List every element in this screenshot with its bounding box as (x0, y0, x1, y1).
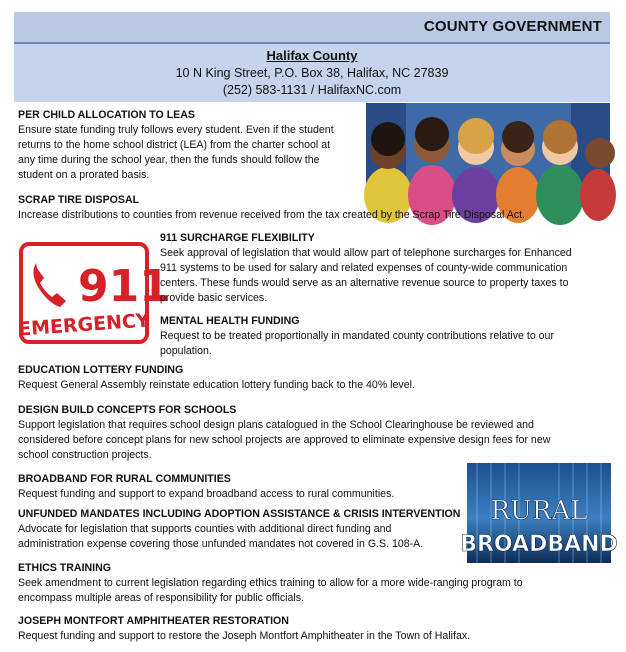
section-ethics-training (18, 561, 610, 606)
section-broadband (18, 472, 463, 502)
section-line: provide basic services. (160, 292, 268, 304)
section-line: Support legislation that requires school design plans catalogued in the School Clearinghouse be reviewed and (18, 419, 534, 431)
section-line: encompass multiple areas of responsibility for public officials. (18, 592, 304, 604)
section-line: administration expense covering those unfunded mandates not covered in G.S. 108-A. (18, 538, 424, 550)
students-photo (366, 103, 610, 195)
section-title: DESIGN BUILD CONCEPTS FOR SCHOOLS (18, 404, 237, 416)
section-mental-health (160, 314, 610, 359)
sign-word: EMERGENCY (17, 309, 151, 341)
phone-icon (33, 263, 66, 307)
county-info-box (14, 44, 610, 102)
section-title: PER CHILD ALLOCATION TO LEAS (18, 109, 195, 121)
header-banner (14, 12, 610, 44)
section-line: school construction projects. (18, 449, 152, 461)
county-name: Halifax County (266, 48, 358, 63)
section-line: any time during the school year, then the funds should follow the (18, 154, 320, 166)
broadband-text: BROADBAND (460, 532, 618, 557)
section-unfunded-mandates (18, 507, 463, 552)
banner-title: COUNTY GOVERNMENT (423, 18, 602, 35)
section-line: 911 systems to be used for salary and related expenses of county-wide communication (160, 262, 568, 274)
section-title: UNFUNDED MANDATES INCLUDING ADOPTION ASSISTANCE & CRISIS INTERVENTION (18, 508, 461, 520)
section-line: considered before concept plans for new school projects are approved to eliminate expensive design fees for new (18, 434, 551, 446)
section-911-surcharge (160, 231, 610, 306)
section-line: Seek amendment to current legislation regarding ethics training to allow for a more wide-ranging program to (18, 577, 523, 589)
section-design-build (18, 403, 610, 463)
section-amphitheater (18, 614, 610, 644)
section-per-child-allocation (18, 108, 364, 183)
rural-broadband-image (460, 463, 618, 563)
emergency-911-sign (17, 241, 170, 345)
section-line: Increase distributions to counties from revenue received from the tax created by the Scrap Tire Disposal Act. (18, 209, 525, 221)
section-title: EDUCATION LOTTERY FUNDING (18, 364, 184, 376)
section-title: BROADBAND FOR RURAL COMMUNITIES (18, 473, 231, 485)
section-title: ETHICS TRAINING (18, 562, 111, 574)
section-line: centers. These funds would serve as an alternative revenue source to property taxes to (160, 277, 569, 289)
section-line: Request funding and support to restore the Joseph Montfort Amphitheater in the Town of Halifax. (18, 630, 471, 642)
county-contact: (252) 583-1131 / HalifaxNC.com (222, 83, 402, 97)
section-line: student on a prorated basis. (18, 169, 150, 181)
rural-text: RURAL (490, 496, 588, 526)
section-scrap-tire (18, 193, 610, 223)
section-line: returns to the home school district (LEA) from the charter school at (18, 139, 331, 151)
section-line: Request funding and support to expand broadband access to rural communities. (18, 488, 395, 500)
section-title: 911 SURCHARGE FLEXIBILITY (160, 232, 315, 244)
section-line: Request to be treated proportionally in mandated county contributions relative to our (160, 330, 554, 342)
section-line: population. (160, 345, 212, 357)
section-title: JOSEPH MONTFORT AMPHITHEATER RESTORATION (18, 615, 289, 627)
sign-number: 911 (78, 261, 170, 312)
county-address: 10 N King Street, P.O. Box 38, Halifax, NC 27839 (175, 66, 449, 80)
section-line: Seek approval of legislation that would allow part of telephone surcharges for Enhanced (160, 247, 572, 259)
section-education-lottery (18, 363, 610, 393)
section-title: MENTAL HEALTH FUNDING (160, 315, 300, 327)
section-line: Advocate for legislation that supports counties with additional direct funding and (18, 523, 392, 535)
section-line: Request General Assembly reinstate education lottery funding back to the 40% level. (18, 379, 415, 391)
section-title: SCRAP TIRE DISPOSAL (18, 194, 140, 206)
section-line: Ensure state funding truly follows every student. Even if the student (18, 124, 334, 136)
